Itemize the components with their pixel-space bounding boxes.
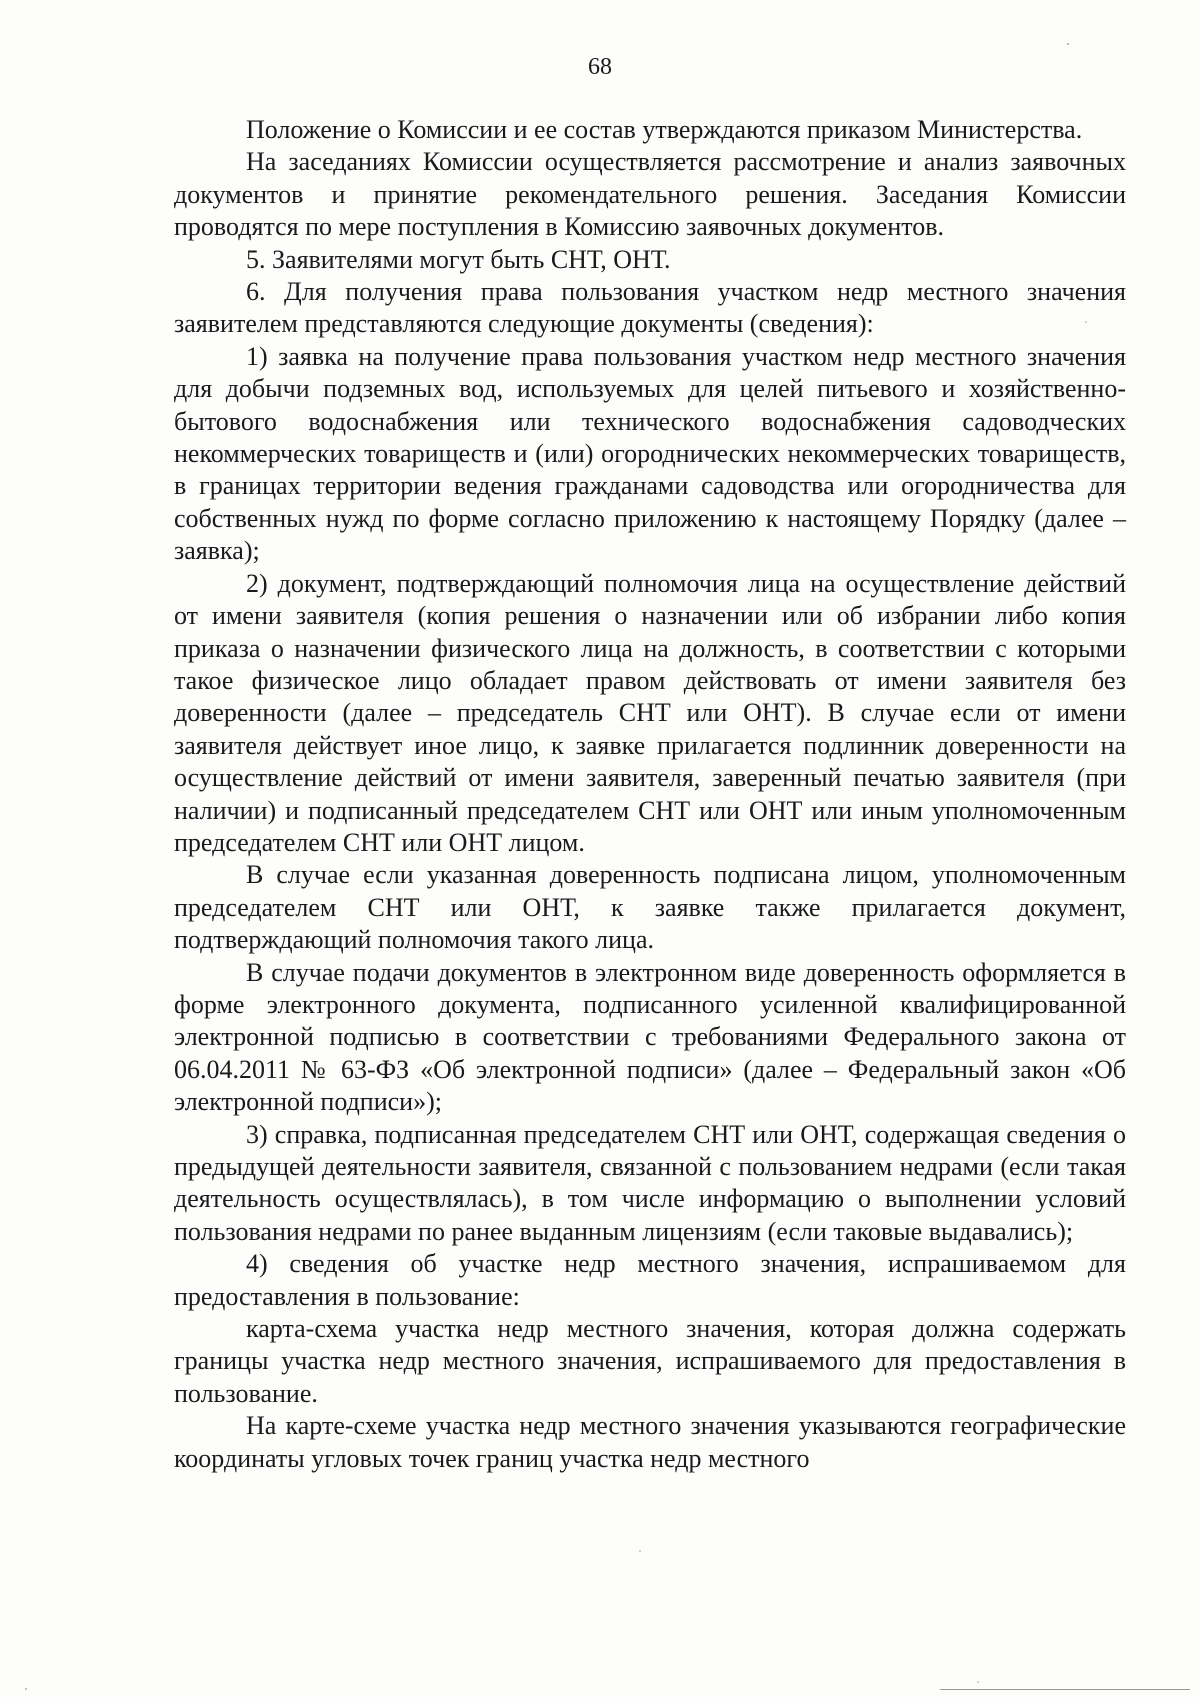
paragraph-subitem-1-application: 1) заявка на получение права пользования участком недр местного значения для добычи подземных вод, используемых для целей питьевого и хозяйственно-бытового водоснабжения или технического водоснабжения садоводческих некоммерческих товариществ и (или) огороднических некоммерческих товариществ, в границах территории ведения гражданами садоводства или огородничества для собственных нужд по форме согласно приложению к настоящему Порядку (далее – заявка); [174,341,1126,566]
paragraph-electronic-submission: В случае подачи документов в электронном виде доверенность оформляется в форме электронного документа, подписанного усиленной квалифицированной электронной подписью в соответствии с требованиями Федерального закона от 06.04.2011 № 63-ФЗ «Об электронной подписи» (далее – Федеральный закон «Об электронной подписи»); [174,957,1126,1117]
footer-rule [940,1689,1190,1690]
paragraph-subitem-4-subsoil-info: 4) сведения об участке недр местного значения, испрашиваемом для предоставления в пользование: [174,1249,1126,1311]
paragraph-map-coordinates: На карте-схеме участка недр местного значения указываются географические координаты угловых точек границ участка недр местного [174,1411,1126,1473]
paragraph-map-scheme: карта-схема участка недр местного значения, которая должна содержать границы участка недр местного значения, испрашиваемого для предоставления в пользование. [174,1314,1126,1408]
paragraph-subitem-3-certificate: 3) справка, подписанная председателем СНТ или ОНТ, содержащая сведения о предыдущей деятельности заявителя, связанной с пользованием недрами (если такая деятельность осуществлялась), в том числе информацию о выполнении условий пользования недрами по ранее выданным лицензиям (если таковые выдавались); [174,1119,1126,1246]
paragraph-power-of-attorney: В случае если указанная доверенность подписана лицом, уполномоченным председателем СНТ или ОНТ, к заявке также прилагается документ, подтверждающий полномочия такого лица. [174,860,1126,955]
document-body [174,114,1126,1475]
paragraph-commission-meetings: На заседаниях Комиссии осуществляется рассмотрение и анализ заявочных документов и принятие рекомендательного решения. Заседания Комиссии проводятся по мере поступления в Комиссию заявочных документов. [174,147,1126,242]
page-number: 68 [588,54,612,80]
paragraph-commission-statute: Положение о Комиссии и ее состав утверждаются приказом Министерства. [246,115,1083,144]
paragraph-item-5-applicants: 5. Заявителями могут быть СНТ, ОНТ. [246,244,671,274]
paragraph-item-6-documents: 6. Для получения права пользования участком недр местного значения заявителем представляются следующие документы (сведения): [174,277,1126,339]
paragraph-subitem-2-authority-document: 2) документ, подтверждающий полномочия лица на осуществление действий от имени заявителя (копия решения о назначении или об избрании либо копия приказа о назначении физического лица на должность, в соответствии с которыми такое физическое лицо обладает правом действовать от имени заявителя без доверенности (далее – председатель СНТ или ОНТ). В случае если от имени заявителя действует иное лицо, к заявке прилагается подлинник доверенности на осуществление действий от имени заявителя, заверенный печатью заявителя (при наличии) и подписанный председателем СНТ или ОНТ или иным уполномоченным председателем СНТ или ОНТ лицом. [174,568,1126,857]
